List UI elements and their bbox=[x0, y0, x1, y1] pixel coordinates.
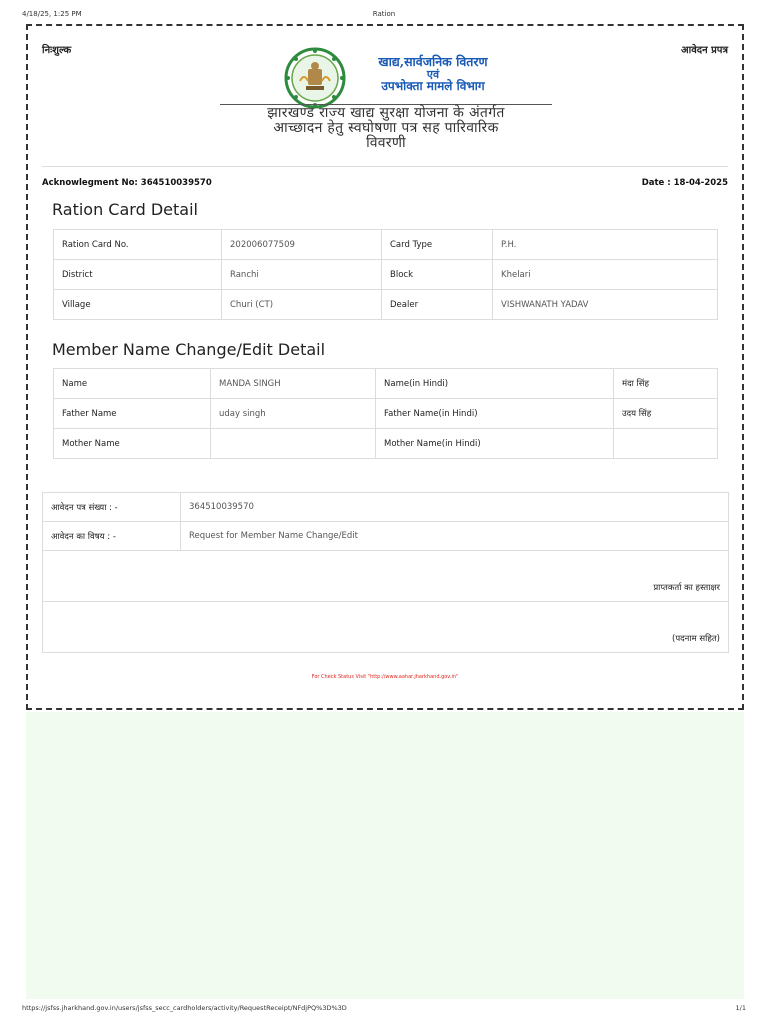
scheme-title-line-3: विवरणी bbox=[366, 135, 406, 151]
application-subject-label: आवेदन का विषय : - bbox=[43, 522, 181, 551]
father-name-label: Father Name bbox=[54, 399, 211, 429]
table-row bbox=[43, 551, 729, 602]
receipt-frame bbox=[26, 24, 744, 710]
village-value: Churi (CT) bbox=[222, 290, 382, 320]
village-label: Village bbox=[54, 290, 222, 320]
department-line-1: खाद्य,सार्वजनिक वितरण bbox=[378, 54, 488, 69]
scheme-title-line-1: झारखण्ड राज्य खाद्य सुरक्षा योजना के अंतर्गत bbox=[267, 105, 505, 121]
table-row bbox=[43, 602, 729, 653]
table-row bbox=[54, 429, 718, 459]
print-title: Ration bbox=[372, 10, 396, 18]
mother-name-label: Mother Name bbox=[54, 429, 211, 459]
table-row bbox=[54, 290, 718, 320]
scheme-title-line-2: आच्छादन हेतु स्वघोषणा पत्र सह पारिवारिक bbox=[273, 120, 499, 136]
mother-name-value bbox=[211, 429, 376, 459]
section-divider bbox=[42, 166, 728, 167]
free-label: निःशुल्क bbox=[42, 45, 72, 56]
receiver-signature: प्राप्तकर्ता का हस्ताक्षर bbox=[43, 551, 729, 602]
form-label: आवेदन प्रपत्र bbox=[680, 45, 728, 56]
district-value: Ranchi bbox=[222, 260, 382, 290]
check-status-note: For Check Status Visit "http://www.aahar.jharkhand.gov.in" bbox=[311, 674, 459, 680]
card-type-value: P.H. bbox=[493, 230, 718, 260]
block-label: Block bbox=[382, 260, 493, 290]
mother-name-hindi-label: Mother Name(in Hindi) bbox=[376, 429, 614, 459]
department-name bbox=[348, 56, 518, 92]
acknowledgment-number: Acknowlegment No: 364510039570 bbox=[42, 178, 212, 188]
father-name-hindi-label: Father Name(in Hindi) bbox=[376, 399, 614, 429]
ration-card-no-value: 202006077509 bbox=[222, 230, 382, 260]
application-number-label: आवेदन पत्र संख्या : - bbox=[43, 493, 181, 522]
name-hindi-value: मंदा सिंह bbox=[614, 369, 718, 399]
ration-card-table bbox=[53, 229, 718, 320]
table-row bbox=[54, 399, 718, 429]
table-row bbox=[54, 369, 718, 399]
member-detail-table bbox=[53, 368, 718, 459]
name-hindi-label: Name(in Hindi) bbox=[376, 369, 614, 399]
designation-note: (पदनाम सहित) bbox=[43, 602, 729, 653]
table-row bbox=[43, 522, 729, 551]
mother-name-hindi-value bbox=[614, 429, 718, 459]
application-number-value: 364510039570 bbox=[181, 493, 729, 522]
member-detail-title: Member Name Change/Edit Detail bbox=[52, 340, 326, 359]
department-emblem-icon bbox=[284, 47, 346, 109]
print-timestamp: 4/18/25, 1:25 PM bbox=[22, 10, 82, 18]
ration-card-title: Ration Card Detail bbox=[52, 200, 198, 219]
father-name-hindi-value: उदय सिंह bbox=[614, 399, 718, 429]
name-value: MANDA SINGH bbox=[211, 369, 376, 399]
card-type-label: Card Type bbox=[382, 230, 493, 260]
print-url: https://jsfss.jharkhand.gov.in/users/jsfss_secc_cardholders/activity/RequestReceipt/NFdjPQ%3D%3D bbox=[22, 1004, 347, 1012]
name-label: Name bbox=[54, 369, 211, 399]
department-line-3: उपभोक्ता मामले विभाग bbox=[381, 78, 485, 93]
application-table bbox=[42, 492, 729, 653]
department-line-2: एवं bbox=[426, 67, 440, 81]
print-header bbox=[0, 10, 768, 22]
scheme-title bbox=[204, 106, 568, 151]
table-row bbox=[43, 493, 729, 522]
page-background-band bbox=[26, 712, 744, 999]
dealer-label: Dealer bbox=[382, 290, 493, 320]
father-name-value: uday singh bbox=[211, 399, 376, 429]
dealer-value: VISHWANATH YADAV bbox=[493, 290, 718, 320]
table-row bbox=[54, 260, 718, 290]
block-value: Khelari bbox=[493, 260, 718, 290]
page-number: 1/1 bbox=[735, 1004, 746, 1012]
ration-card-no-label: Ration Card No. bbox=[54, 230, 222, 260]
table-row bbox=[54, 230, 718, 260]
application-subject-value: Request for Member Name Change/Edit bbox=[181, 522, 729, 551]
receipt-date: Date : 18-04-2025 bbox=[641, 178, 728, 188]
district-label: District bbox=[54, 260, 222, 290]
